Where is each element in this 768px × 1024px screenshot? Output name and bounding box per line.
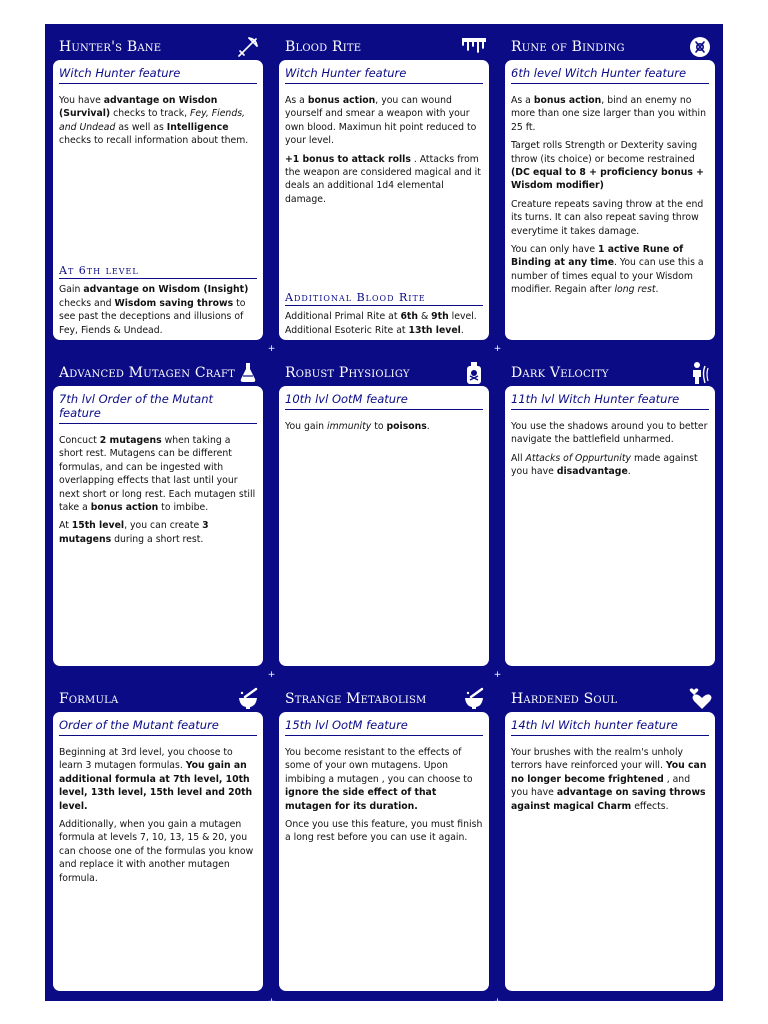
card-strange-metabolism bbox=[271, 676, 497, 1001]
card-text bbox=[511, 746, 709, 813]
card-advanced-mutagen-craft bbox=[45, 350, 271, 676]
card-body bbox=[505, 386, 715, 666]
card-text bbox=[285, 420, 483, 433]
paragraph: You can only have 1 active Rune of Binding at any time. You can use this a number of times equal to your Wisdom modifier. Regain after long rest. bbox=[511, 244, 704, 296]
paragraph: Additionally, when you gain a mutagen formula at levels 7, 10, 13, 15 & 20, you can choose one of the formulas you know and replace it with another mutagen formula. bbox=[59, 819, 254, 884]
card-title: Blood Rite bbox=[285, 39, 362, 55]
card-subtitle: 15th lvl OotM feature bbox=[285, 718, 483, 736]
paragraph: At 15th level, you can create 3 mutagens during a short rest. bbox=[59, 520, 209, 545]
paragraph: Creature repeats saving throw at the end its turns. It can also repeat saving throw everytime it takes damage. bbox=[511, 198, 704, 237]
card-body bbox=[279, 386, 489, 666]
card-title: Rune of Binding bbox=[511, 39, 625, 55]
card-footer bbox=[285, 291, 483, 337]
cut-mark: + bbox=[493, 670, 502, 680]
poison-bottle-icon bbox=[461, 360, 487, 386]
paragraph: Beginning at 3rd level, you choose to learn 3 mutagen formulas. You gain an additional formula at 7th level, 10th level, 13th level, 15th level and 20th level. bbox=[59, 747, 253, 812]
card-subtitle: Witch Hunter feature bbox=[59, 66, 257, 84]
card-text bbox=[511, 420, 709, 479]
paragraph: All Attacks of Oppurtunity made against you have disadvantage. bbox=[511, 452, 698, 478]
paragraph: As a bonus action, bind an enemy no more than one size larger than you within 25 ft. bbox=[511, 95, 707, 133]
card-subtitle: 10th lvl OotM feature bbox=[285, 392, 483, 410]
card-hunters-bane bbox=[45, 24, 271, 350]
paragraph: You become resistant to the effects of some of your own mutagens. Upon imbibing a mutagen , you can choose to ignore the side effect of that mutagen for its duration. bbox=[285, 747, 473, 812]
card-title: Formula bbox=[59, 691, 119, 707]
dripping-blood-icon bbox=[461, 34, 487, 60]
paragraph: You use the shadows around you to better navigate the battlefield unharmed. bbox=[511, 421, 708, 446]
card-text bbox=[59, 746, 257, 885]
card-body bbox=[53, 712, 263, 991]
card-title: Hunter's Bane bbox=[59, 39, 162, 55]
paragraph: Once you use this feature, you must finish a long rest before you can use it again. bbox=[285, 819, 483, 844]
cut-mark: + bbox=[493, 344, 502, 354]
cut-mark: + bbox=[267, 997, 276, 1007]
mortar-pestle-icon bbox=[461, 686, 487, 712]
card-subtitle: Witch Hunter feature bbox=[285, 66, 483, 84]
cut-mark: + bbox=[493, 997, 502, 1007]
footer-heading: At 6th level bbox=[59, 264, 257, 279]
card-title: Strange Metabolism bbox=[285, 691, 427, 707]
mortar-pestle-icon bbox=[235, 686, 261, 712]
card-body bbox=[279, 712, 489, 991]
card-sheet bbox=[45, 13, 723, 1007]
card-formula bbox=[45, 676, 271, 1001]
flask-icon bbox=[235, 360, 261, 386]
paragraph: You have advantage on Wisdon (Survival) checks to track, Fey, Fiends, and Undead as well as Intelligence checks to recall information about them. bbox=[59, 95, 249, 147]
paragraph: Additional Esoteric Rite at 13th level. bbox=[285, 324, 464, 336]
card-text bbox=[285, 746, 483, 845]
card-hardened-soul bbox=[497, 676, 723, 1001]
card-title: Hardened Soul bbox=[511, 691, 618, 707]
card-text bbox=[59, 94, 257, 148]
card-title: Dark Velocity bbox=[511, 365, 609, 381]
cut-mark: + bbox=[267, 670, 276, 680]
crossbow-icon bbox=[235, 34, 261, 60]
paragraph: Gain advantage on Wisdom (Insight) checks and Wisdom saving throws to see past the deceptions and illusions of Fey, Fiends & Undead. bbox=[59, 284, 249, 336]
footer-heading: Additional Blood Rite bbox=[285, 291, 483, 306]
card-body bbox=[505, 60, 715, 340]
card-body bbox=[53, 60, 263, 340]
card-text bbox=[511, 94, 709, 297]
hearts-icon bbox=[687, 686, 713, 712]
cut-mark: + bbox=[493, 13, 502, 23]
card-robust-physioligy bbox=[271, 350, 497, 676]
shadow-figure-icon bbox=[687, 360, 713, 386]
card-text bbox=[59, 434, 257, 546]
card-subtitle: 14th lvl Witch hunter feature bbox=[511, 718, 709, 736]
rune-icon bbox=[687, 34, 713, 60]
card-body bbox=[53, 386, 263, 666]
card-subtitle: 6th level Witch Hunter feature bbox=[511, 66, 709, 84]
card-body bbox=[279, 60, 489, 340]
card-dark-velocity bbox=[497, 350, 723, 676]
card-subtitle: 7th lvl Order of the Mutant feature bbox=[59, 392, 257, 424]
card-title: Robust Physioligy bbox=[285, 365, 410, 381]
card-text bbox=[285, 94, 483, 206]
card-blood-rite bbox=[271, 24, 497, 350]
card-subtitle: 11th lvl Witch Hunter feature bbox=[511, 392, 709, 410]
card-footer bbox=[59, 264, 257, 337]
card-body bbox=[505, 712, 715, 991]
paragraph: As a bonus action, you can wound yourself and smear a weapon with your own blood. Maximun hit point reduced to your level. bbox=[285, 95, 477, 147]
cut-mark: + bbox=[267, 344, 276, 354]
paragraph: You gain immunity to poisons. bbox=[285, 421, 430, 432]
paragraph: +1 bonus to attack rolls . Attacks from the weapon are considered magical and it deals an additional 1d4 elemental damage. bbox=[285, 153, 481, 205]
cut-mark: + bbox=[267, 13, 276, 23]
card-rune-of-binding bbox=[497, 24, 723, 350]
card-title: Advanced Mutagen Craft bbox=[59, 365, 235, 381]
paragraph: Your brushes with the realm's unholy terrors have reinforced your will. You can no longer become frightened , and you have advantage on saving throws against magical Charm effects. bbox=[511, 747, 707, 812]
paragraph: Concuct 2 mutagens when taking a short rest. Mutagens can be different formulas, and can be ingested with overlapping effects that last until your next short or long rest. Each mutagen still take a bonus action to imbibe. bbox=[59, 435, 256, 514]
paragraph: Target rolls Strength or Dexterity saving throw (its choice) or become restrained (DC equal to 8 + proficiency bonus + Wisdom modifier) bbox=[511, 140, 704, 192]
card-subtitle: Order of the Mutant feature bbox=[59, 718, 257, 736]
paragraph: Additional Primal Rite at 6th & 9th level. bbox=[285, 311, 477, 323]
